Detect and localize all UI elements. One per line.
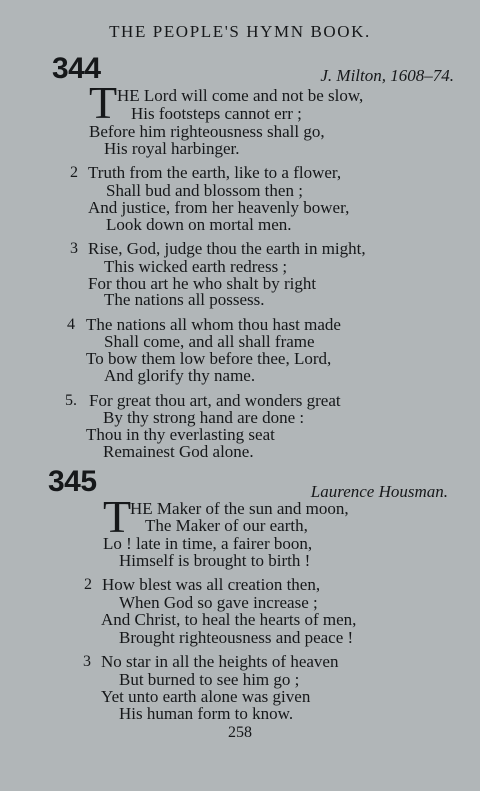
verse-line: For thou art he who shalt by right	[88, 274, 317, 293]
verse-line: Yet unto earth alone was given	[101, 687, 311, 706]
verse-line: Lo ! late in time, a fairer boon,	[103, 534, 313, 553]
verse-line: Shall come, and all shall frame	[104, 332, 315, 351]
verse-line: Rise, God, judge thou the earth in might,	[88, 239, 366, 258]
verse-line: How blest was all creation then,	[102, 575, 321, 594]
verse-line: Look down on mortal men.	[106, 215, 292, 234]
verse-line: The nations all whom thou hast made	[86, 315, 341, 334]
verse-line: To bow them low before thee, Lord,	[86, 349, 332, 368]
verse-line: Truth from the earth, like to a flower,	[88, 163, 342, 182]
verse-line: HE Lord will come and not be slow,	[117, 86, 364, 105]
verse-line: And Christ, to heal the hearts of men,	[101, 610, 357, 629]
verse-line: His royal harbinger.	[104, 139, 240, 158]
drop-cap: T	[103, 491, 132, 542]
verse-number: 5.	[65, 392, 77, 409]
verse-line: The Maker of our earth,	[145, 516, 308, 535]
verse-number: 3	[83, 653, 91, 670]
hymn-author: J. Milton, 1608–74.	[320, 66, 454, 85]
hymn-number: 344	[52, 52, 101, 85]
verse-line: This wicked earth redress ;	[104, 257, 288, 276]
verse-line: But burned to see him go ;	[119, 670, 300, 689]
verse-line: HE Maker of the sun and moon,	[130, 499, 349, 518]
hymn-author: Laurence Housman.	[310, 482, 448, 501]
verse-line: For great thou art, and wonders great	[89, 391, 341, 410]
verse-line: His human form to know.	[119, 704, 294, 723]
verse-number: 2	[84, 576, 92, 593]
verse-number: 4	[67, 316, 75, 333]
verse-line: His footsteps cannot err ;	[131, 104, 302, 123]
verse-line: The nations all possess.	[104, 290, 265, 309]
page-number: 258	[228, 724, 252, 741]
verse-line: Before him righteousness shall go,	[89, 122, 325, 141]
running-head: THE PEOPLE'S HYMN BOOK.	[109, 22, 371, 41]
verse-line: Himself is brought to birth !	[119, 551, 311, 570]
verse-line: Shall bud and blossom then ;	[106, 181, 303, 200]
hymn-number: 345	[48, 465, 97, 498]
verse-line: And justice, from her heavenly bower,	[88, 198, 350, 217]
verse-line: No star in all the heights of heaven	[101, 652, 339, 671]
verse-line: By thy strong hand are done :	[103, 408, 305, 427]
verse-line: Remainest God alone.	[103, 442, 254, 461]
verse-line: When God so gave increase ;	[119, 593, 318, 612]
drop-cap: T	[89, 77, 118, 128]
verse-line: Thou in thy everlasting seat	[86, 425, 275, 444]
verse-line: Brought righteousness and peace !	[119, 628, 354, 647]
verse-number: 2	[70, 164, 78, 181]
verse-number: 3	[70, 240, 78, 257]
verse-line: And glorify thy name.	[104, 366, 256, 385]
